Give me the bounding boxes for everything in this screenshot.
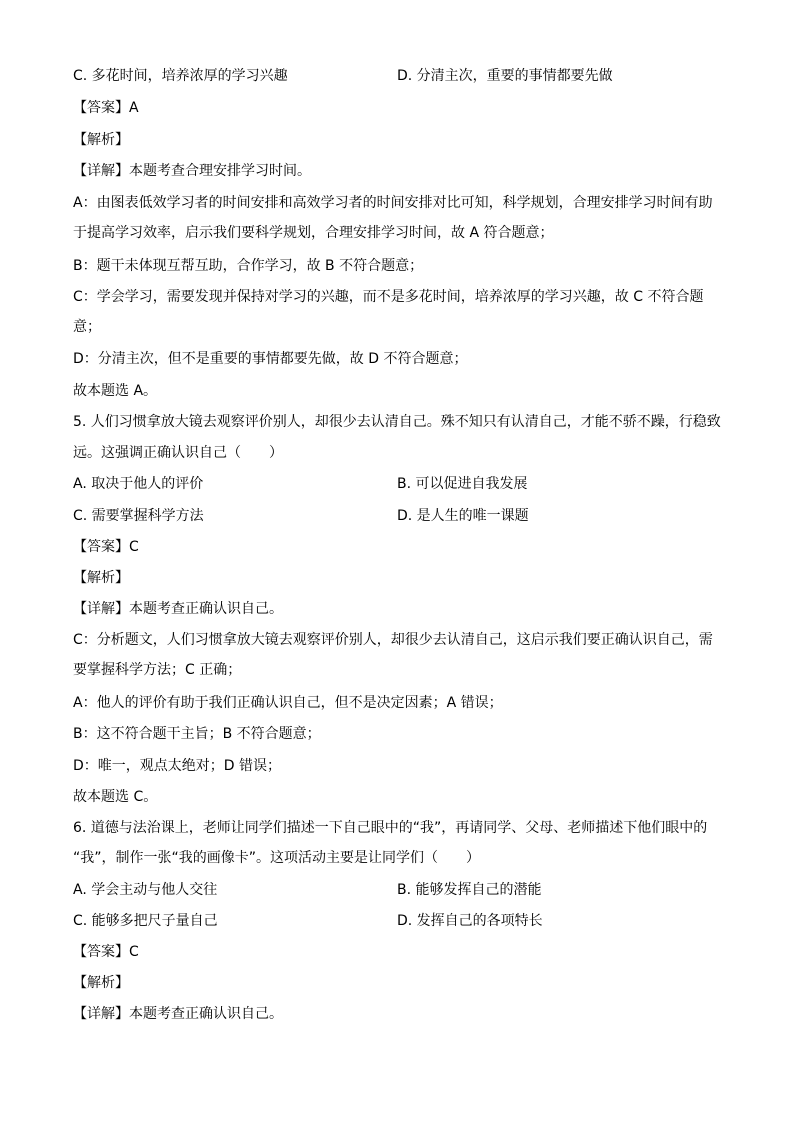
q6-option-a: A. 学会主动与他人交往 — [73, 882, 218, 898]
q4-conclusion: 故本题选 A。 — [73, 383, 158, 399]
q4-analysis-line: 意； — [73, 319, 101, 335]
q4-analysis-line: B：题干未体现互帮互助，合作学习，故 B 不符合题意； — [73, 258, 424, 274]
q4-option-c: C. 多花时间，培养浓厚的学习兴趣 — [73, 68, 288, 84]
q5-option-b: B. 可以促进自我发展 — [397, 476, 528, 492]
q4-analysis-label: 【解析】 — [73, 132, 129, 148]
q5-analysis-line: D：唯一，观点太绝对；D 错误； — [73, 758, 282, 774]
q6-analysis-label: 【解析】 — [73, 975, 129, 991]
q5-option-c: C. 需要掌握科学方法 — [73, 508, 204, 524]
q5-analysis-line: A：他人的评价有助于我们正确认识自己，但不是决定因素；A 错误； — [73, 695, 503, 711]
q5-stem-line: 远。这强调正确认识自己（ ） — [73, 445, 283, 461]
q5-stem-line: 5. 人们习惯拿放大镜去观察评价别人，却很少去认清自己。殊不知只有认清自己，才能不骄不躁，行稳致 — [73, 414, 721, 430]
q5-option-d: D. 是人生的唯一课题 — [397, 508, 529, 524]
q4-option-d: D. 分清主次，重要的事情都要先做 — [397, 68, 613, 84]
q6-stem-line: “我”，制作一张“我的画像卡”。这项活动主要是让同学们（ ） — [73, 850, 481, 866]
q4-answer: 【答案】A — [73, 100, 139, 116]
q5-option-a: A. 取决于他人的评价 — [73, 476, 204, 492]
q6-option-d: D. 发挥自己的各项特长 — [397, 913, 543, 929]
q4-analysis-line: C：学会学习，需要发现并保持对学习的兴趣，而不是多花时间，培养浓厚的学习兴趣，故 C 不符合题 — [73, 289, 704, 305]
q5-answer: 【答案】C — [73, 539, 139, 555]
q6-stem-line: 6. 道德与法治课上，老师让同学们描述一下自己眼中的“我”，再请同学、父母、老师描述下他们眼中的 — [73, 820, 708, 836]
q5-detail: 【详解】本题考查正确认识自己。 — [73, 601, 283, 617]
q6-answer: 【答案】C — [73, 944, 139, 960]
q5-analysis-line: C：分析题文，人们习惯拿放大镜去观察评价别人，却很少去认清自己，这启示我们要正确认识自己，需 — [73, 632, 713, 648]
q6-detail: 【详解】本题考查正确认识自己。 — [73, 1006, 283, 1022]
q5-analysis-label: 【解析】 — [73, 570, 129, 586]
q6-option-c: C. 能够多把尺子量自己 — [73, 913, 218, 929]
q4-detail: 【详解】本题考查合理安排学习时间。 — [73, 163, 311, 179]
q4-analysis-line: A：由图表低效学习者的时间安排和高效学习者的时间安排对比可知，科学规划，合理安排学习时间有助 — [73, 195, 713, 211]
q5-conclusion: 故本题选 C。 — [73, 789, 158, 805]
q4-analysis-line: 于提高学习效率，启示我们要科学规划，合理安排学习时间，故 A 符合题意； — [73, 225, 554, 241]
q5-analysis-line: 要掌握科学方法；C 正确； — [73, 662, 242, 678]
q5-analysis-line: B：这不符合题干主旨；B 不符合题意； — [73, 726, 321, 742]
q6-option-b: B. 能够发挥自己的潜能 — [397, 882, 542, 898]
q4-analysis-line: D：分清主次，但不是重要的事情都要先做，故 D 不符合题意； — [73, 351, 468, 367]
